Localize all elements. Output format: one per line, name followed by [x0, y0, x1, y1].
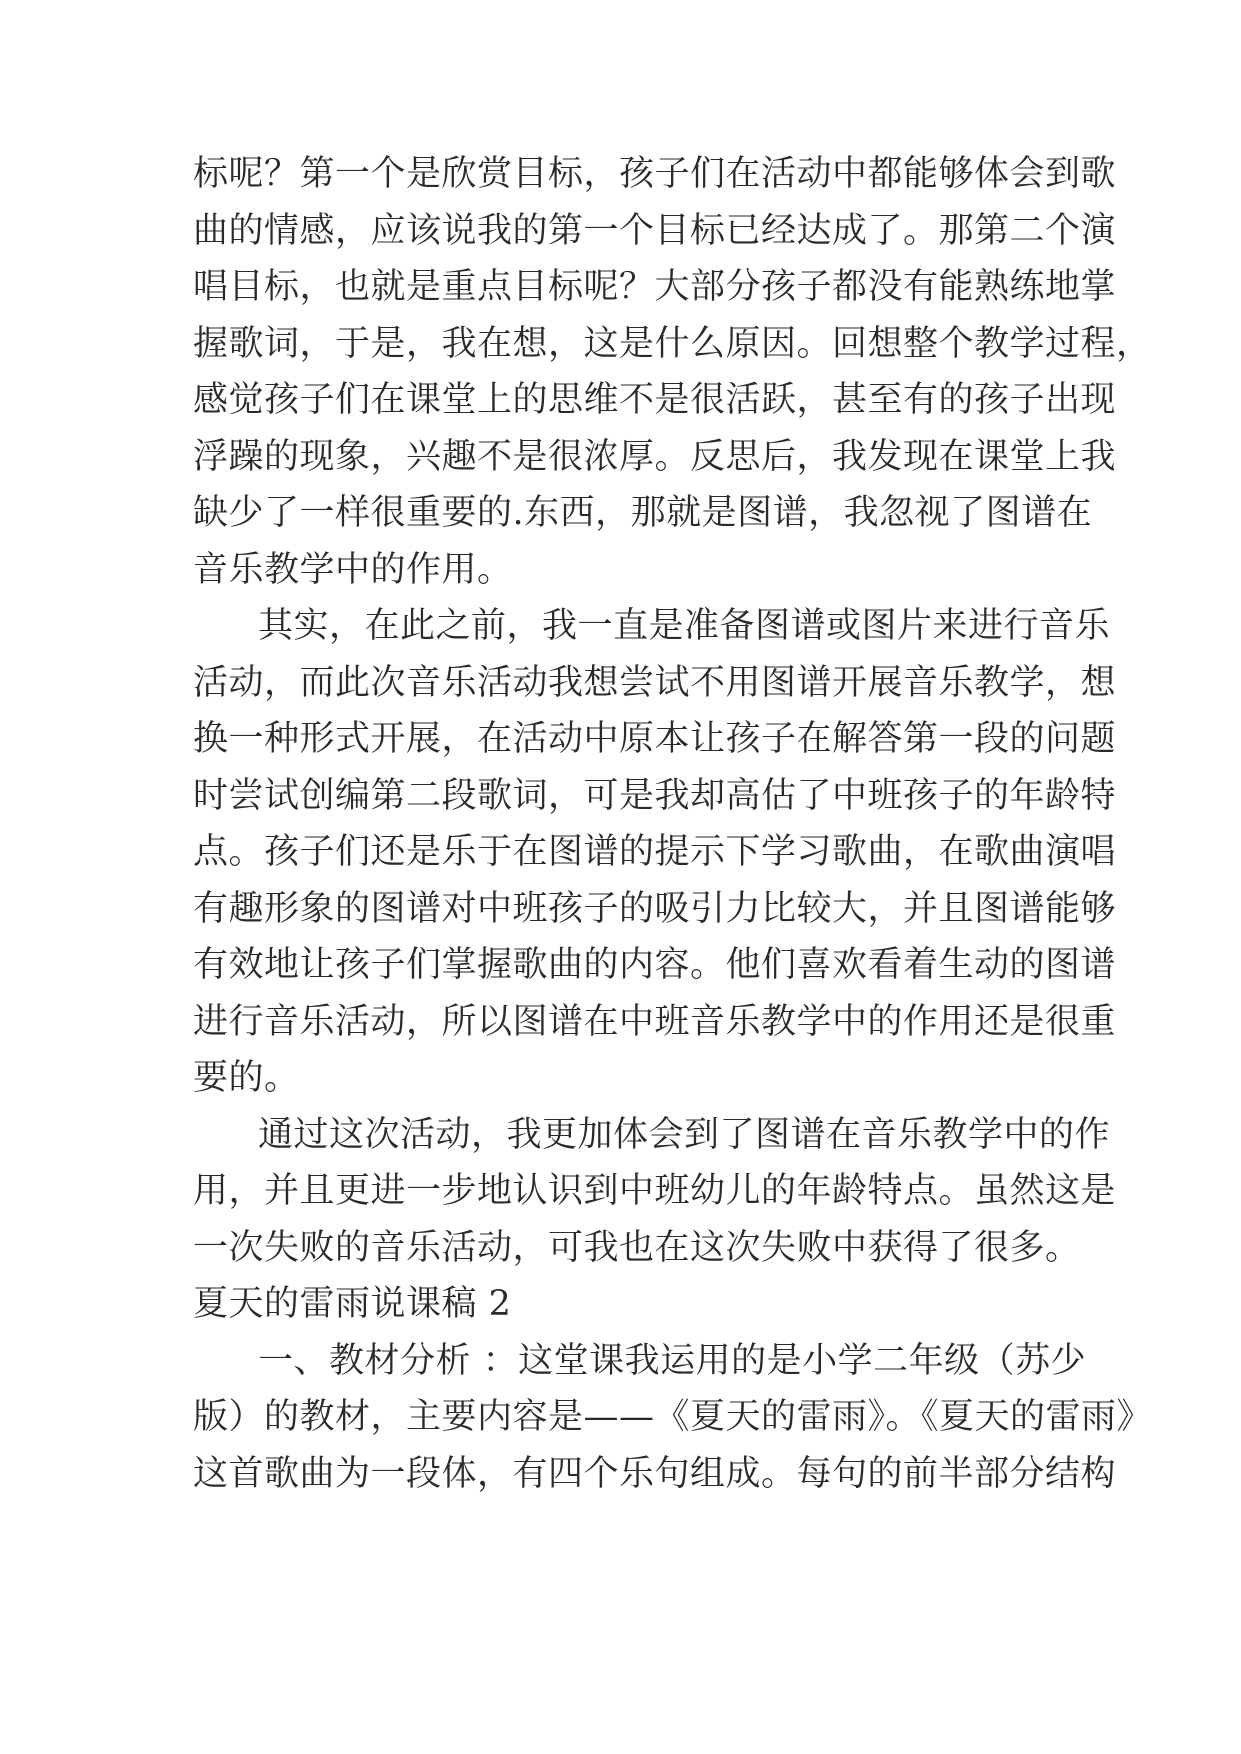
text-line: 版）的教材，主要内容是——《夏天的雷雨》。《夏天的雷雨》 [193, 1397, 1153, 1437]
text-line: 时尝试创编第二段歌词，可是我却高估了中班孩子的年龄特 [193, 775, 1117, 816]
text-line: 音乐教学中的作用。 [193, 549, 513, 590]
text-line: 唱目标，也就是重点目标呢？大部分孩子都没有能熟练地掌 [193, 267, 1117, 307]
text-line: 浮躁的现象，兴趣不是很浓厚。反思后，我发现在课堂上我 [193, 436, 1117, 477]
section-paragraph [193, 1333, 1153, 1503]
text-line: 感觉孩子们在课堂上的思维不是很活跃，甚至有的孩子出现 [193, 380, 1117, 420]
section-title: 夏天的雷雨说课稿 2 [193, 1284, 512, 1324]
text-line: 一次失败的音乐活动，可我也在这次失败中获得了很多。 [193, 1227, 1081, 1268]
text-line: 有趣形象的图谱对中班孩子的吸引力比较大，并且图谱能够 [193, 888, 1117, 929]
text-line: 一、教材分析 ：这堂课我运用的是小学二年级（苏少 [258, 1340, 1087, 1381]
paragraph-1 [193, 146, 1152, 598]
text-line: 要的。 [193, 1058, 300, 1098]
text-line: 有效地让孩子们掌握歌曲的内容。他们喜欢看着生动的图谱 [193, 945, 1117, 985]
text-line: 通过这次活动，我更加体会到了图谱在音乐教学中的作 [258, 1114, 1111, 1155]
text-line: 进行音乐活动，所以图谱在中班音乐教学中的作用还是很重 [193, 1001, 1117, 1042]
text-line: 换一种形式开展，在活动中原本让孩子在解答第一段的问题 [193, 719, 1117, 759]
text-line: 活动，而此次音乐活动我想尝试不用图谱开展音乐教学，想 [193, 662, 1117, 703]
document-page [193, 146, 1153, 1502]
paragraph-3 [193, 1107, 1117, 1277]
text-line: 点。孩子们还是乐于在图谱的提示下学习歌曲，在歌曲演唱 [193, 832, 1117, 872]
text-line: 握歌词，于是，我在想，这是什么原因。回想整个教学过程， [193, 323, 1152, 364]
text-line: 这首歌曲为一段体，有四个乐句组成。每句的前半部分结构 [193, 1453, 1117, 1494]
text-line: 曲的情感，应该说我的第一个目标已经达成了。那第二个演 [193, 210, 1117, 251]
text-line: 其实，在此之前，我一直是准备图谱或图片来进行音乐 [258, 606, 1111, 646]
text-line: 标呢？第一个是欣赏目标，孩子们在活动中都能够体会到歌 [193, 154, 1117, 194]
text-line: 缺少了一样很重要的.东西，那就是图谱，我忽视了图谱在 [193, 493, 1093, 533]
paragraph-2 [193, 598, 1117, 1107]
text-line: 用，并且更进一步地认识到中班幼儿的年龄特点。虽然这是 [193, 1171, 1117, 1211]
